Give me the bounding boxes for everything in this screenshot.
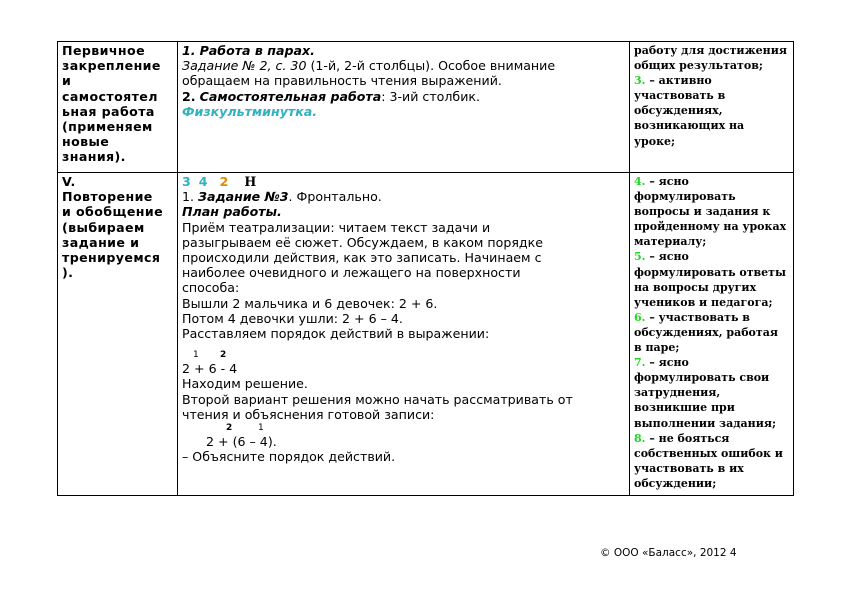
item-number: 2. (182, 88, 196, 104)
content-line (182, 43, 625, 58)
order-marks (182, 422, 625, 434)
result-text: – участвовать в обсуждениях, работая в паре; (634, 310, 778, 355)
expression: 2 + (6 – 4). (206, 434, 277, 450)
content-line: происходили действия, как это записать. Начинаем с (182, 250, 542, 266)
stage-label: Первичное закрепление и самостоятел ьная работа (применяем новые знания). (62, 43, 161, 165)
task-ref: Задание №3 (198, 189, 289, 205)
result-number: 6. (634, 310, 646, 324)
content-line: обращаем на правильность чтения выражений. (182, 73, 502, 89)
stage-cell (58, 173, 178, 496)
content-line: Второй вариант решения можно начать рассматривать от (182, 391, 573, 407)
order-mark: 2 (226, 423, 233, 434)
result-text: – ясно формулировать вопросы и задания к пройденному на уроках материалу; (634, 175, 787, 249)
result-text: – не бояться собственных ошибок и участвовать в их обсуждении; (634, 431, 783, 490)
result-number: 7. (634, 356, 646, 370)
result-number: 5. (634, 250, 646, 264)
level-marker: 3 (182, 174, 191, 189)
content-line (182, 58, 625, 73)
result-item (634, 174, 789, 249)
result-item (634, 73, 789, 148)
content-heading: Работа в парах. (199, 43, 315, 58)
result-text: – ясно формулировать ответы на вопросы других учеников и педагога; (634, 250, 787, 309)
order-marks (182, 349, 625, 361)
result-number: 3. (634, 74, 646, 88)
content-line: разыгрываем её сюжет. Обсуждаем, в каком порядке (182, 234, 543, 250)
results-cell (630, 42, 794, 173)
expression: 2 + 6 - 4 (182, 361, 238, 377)
result-number: 8. (634, 431, 646, 445)
level-marker: 4 (198, 174, 208, 189)
page-footer: © ООО «Баласс», 2012 4 (600, 547, 737, 559)
stage-label: V. Повторение и обобщение (выбираем задание и тренируемся ). (62, 174, 164, 281)
content-line (182, 189, 625, 204)
content-text: (1-й, 2-й столбцы). Особое внимание (306, 58, 556, 74)
result-item: работу для достижения общих результатов; (634, 44, 788, 73)
result-text: – ясно формулировать свои затруднения, возникшие при выполнении задания; (634, 356, 777, 430)
content-cell (178, 42, 630, 173)
item-number: 1. (182, 43, 196, 58)
order-mark: 1 (258, 423, 264, 434)
level-markers (182, 174, 625, 189)
result-number: 4. (634, 175, 646, 188)
content-line: Находим решение. (182, 376, 308, 392)
item-number: 1. (182, 189, 195, 205)
result-item (634, 310, 789, 355)
content-line: Вышли 2 мальчика и 6 девочек: 2 + 6. (182, 295, 438, 311)
result-item (634, 249, 789, 309)
order-mark: 2 (220, 350, 227, 361)
result-text: – активно участвовать в обсуждениях, возникающих на уроке; (634, 74, 745, 148)
content-line: Потом 4 девочки ушли: 2 + 6 – 4. (182, 310, 403, 326)
content-heading: Самостоятельная работа (199, 88, 382, 104)
content-text: . Фронтально. (288, 189, 382, 205)
results-cell (630, 173, 794, 496)
task-ref: Задание № 2, с. 30 (182, 58, 307, 74)
stage-cell (58, 42, 178, 173)
content-heading: План работы. (182, 204, 282, 220)
lesson-plan-table (57, 41, 794, 496)
content-line: – Объясните порядок действий. (182, 449, 396, 465)
level-marker: Н (244, 174, 257, 189)
order-mark: 1 (193, 350, 199, 361)
content-cell (178, 173, 630, 496)
content-line: чтения и объяснения готовой записи: (182, 406, 435, 422)
exercise-break-label: Физкультминутка. (182, 103, 318, 119)
content-line: Приём театрализации: читаем текст задачи и (182, 219, 491, 235)
table-row (58, 173, 794, 496)
spacer (182, 341, 625, 349)
content-line (182, 89, 625, 104)
content-line: Расставляем порядок действий в выражении: (182, 326, 490, 342)
content-text: : 3-ий столбик. (381, 88, 480, 104)
level-marker: 2 (219, 174, 229, 189)
content-line: способа: (182, 280, 240, 296)
content-line: наиболее очевидного и лежащего на поверхности (182, 265, 521, 281)
result-item (634, 355, 789, 430)
table-row (58, 42, 794, 173)
result-item (634, 431, 789, 491)
